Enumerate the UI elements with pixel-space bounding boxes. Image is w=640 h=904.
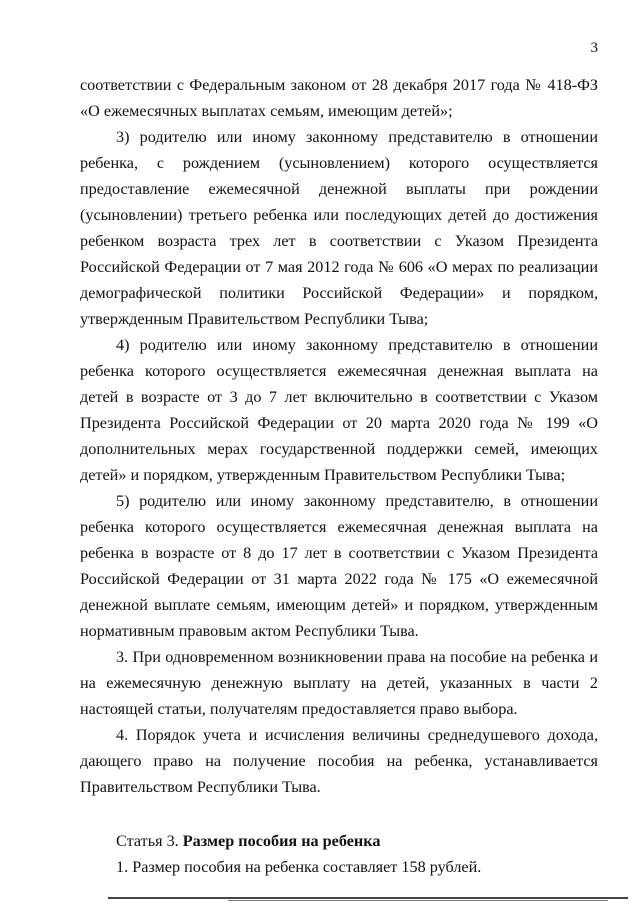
paragraph-2: 3) родителю или иному законному представителю в отношении ребенка, с рождением (усыновлением) которого осуществляется предоставление ежемесячной денежной выплаты при рождении (усыновлении) третьего ребенка или последующих детей до достижения ребенком возраста трех лет в соответствии с Указом Президента Российской Федерации от 7 мая 2012 года № 606 «О мерах по реализации демографической политики Российской Федерации» и порядком, утвержденным Правительством Республики Тыва;: [80, 128, 598, 328]
document-body: [80, 72, 598, 880]
paragraph-3: 4) родителю или иному законному представителю в отношении ребенка которого осуществляется ежемесячная денежная выплата на детей в возрасте от 3 до 7 лет включительно в соответствии с Указом Президента Российской Федерации от 20 марта 2020 года № 199 «О дополнительных мерах государственной поддержки семей, имеющих детей» и порядком, утвержденным Правительством Республики Тыва;: [80, 336, 598, 484]
scan-bottom-line: [108, 897, 628, 899]
scan-bottom-line-secondary: [228, 900, 608, 901]
article-prefix: Статья 3.: [116, 832, 183, 850]
paragraph-4: 5) родителю или иному законному представителю, в отношении ребенка которого осуществляется ежемесячная денежная выплата на ребенка в возрасте от 8 до 17 лет в соответствии с Указом Президента Российской Федерации от 31 марта 2022 года № 175 «О ежемесячной денежной выплате семьям, имеющим детей» и порядком, утвержденным нормативным правовым актом Республики Тыва.: [80, 492, 598, 640]
article-heading: [80, 828, 598, 854]
paragraph-1: соответствии с Федеральным законом от 28 декабря 2017 года № 418-ФЗ «О ежемесячных выплатах семьям, имеющим детей»;: [80, 76, 598, 120]
paragraph-6: 4. Порядок учета и исчисления величины среднедушевого дохода, дающего право на получение пособия на ребенка, устанавливается Правительством Республики Тыва.: [80, 726, 598, 796]
article-paragraph-1: 1. Размер пособия на ребенка составляет 158 рублей.: [116, 858, 482, 876]
paragraph-5: 3. При одновременном возникновении права на пособие на ребенка и на ежемесячную денежную выплату на детей, указанных в части 2 настоящей статьи, получателям предоставляется право выбора.: [80, 648, 598, 718]
article-title: Размер пособия на ребенка: [182, 832, 381, 850]
page-number: 3: [590, 40, 598, 56]
